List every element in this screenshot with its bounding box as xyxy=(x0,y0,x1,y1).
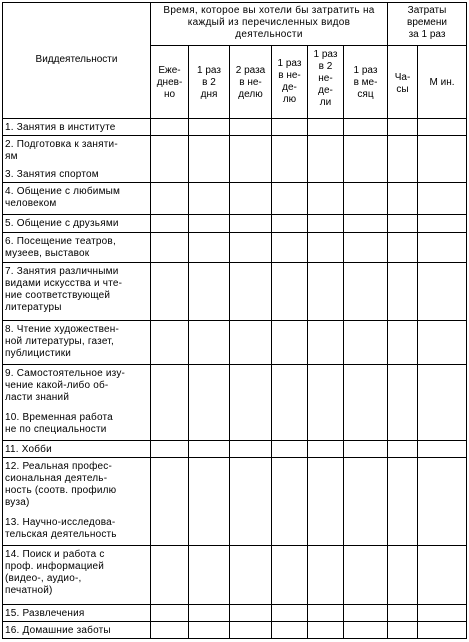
row-label: 7. Занятия различными видами искусства и чте- ние соответствующей литературы xyxy=(5,266,123,313)
header-freq-daily: Еже- днев- но xyxy=(156,65,183,100)
header-freq-monthly: 1 раз в ме- сяц xyxy=(353,65,378,100)
header-activity-col: Виддеятельности xyxy=(35,54,118,65)
row-line xyxy=(2,621,467,622)
header-freq-twice-week: 2 раза в не- делю xyxy=(235,65,266,100)
row-label: 15. Развлечения xyxy=(5,608,85,619)
header-hours: Ча- сы xyxy=(394,72,411,95)
header-minutes: М ин. xyxy=(429,77,455,88)
row-label: 16. Домашние заботы xyxy=(5,625,111,636)
row-label: 4. Общение с любимым человеком xyxy=(5,186,121,209)
row-line xyxy=(2,545,467,546)
row-line xyxy=(2,604,467,605)
header-subline xyxy=(150,45,467,46)
row-label: 11. Хобби xyxy=(5,444,52,455)
row-label: 12. Реальная профес- сиональная деятель- ность (соотв. профилю вуза) xyxy=(5,461,117,508)
row-label: 8. Чтение художествен- ной литературы, газет, публицистики xyxy=(5,324,120,359)
row-label: 5. Общение с друзьями xyxy=(5,218,119,229)
row-label: 6. Посещение театров, музеев, выставок xyxy=(5,236,116,259)
border-top xyxy=(2,2,467,3)
header-freq-every-2-weeks: 1 раз в 2 не- де- ли xyxy=(313,49,338,108)
row-line xyxy=(2,232,467,233)
row-label: 13. Научно-исследова- тельская деятельность xyxy=(5,517,117,540)
header-freq-every-2-days: 1 раз в 2 дня xyxy=(197,65,221,100)
row-label: 3. Занятия спортом xyxy=(5,169,99,180)
header-freq-weekly: 1 раз в не- де- лю xyxy=(277,58,302,105)
border-bottom xyxy=(2,638,467,639)
row-label: 2. Подготовка к заняти- ям xyxy=(5,139,118,162)
header-bottom xyxy=(2,118,467,119)
row-label: 1. Занятия в институте xyxy=(5,122,116,133)
row-label: 9. Самостоятельное изу- чение какой-либо об- ласти знаний xyxy=(5,368,126,403)
row-line xyxy=(2,214,467,215)
row-line xyxy=(2,320,467,321)
row-line xyxy=(2,457,467,458)
row-label: 10. Временная работа не по специальности xyxy=(5,412,113,435)
row-line xyxy=(2,182,467,183)
header-time-group: Время, которое вы хотели бы затратить на каждый из перечисленных видов деятельности xyxy=(163,5,375,40)
header-cost-group: Затраты времени за 1 раз xyxy=(407,5,447,40)
row-line xyxy=(2,364,467,365)
row-line xyxy=(2,440,467,441)
row-label: 14. Поиск и работа с проф. информацией (видео-, аудио-, печатной) xyxy=(5,549,105,596)
row-line xyxy=(2,262,467,263)
row-line xyxy=(2,135,467,136)
